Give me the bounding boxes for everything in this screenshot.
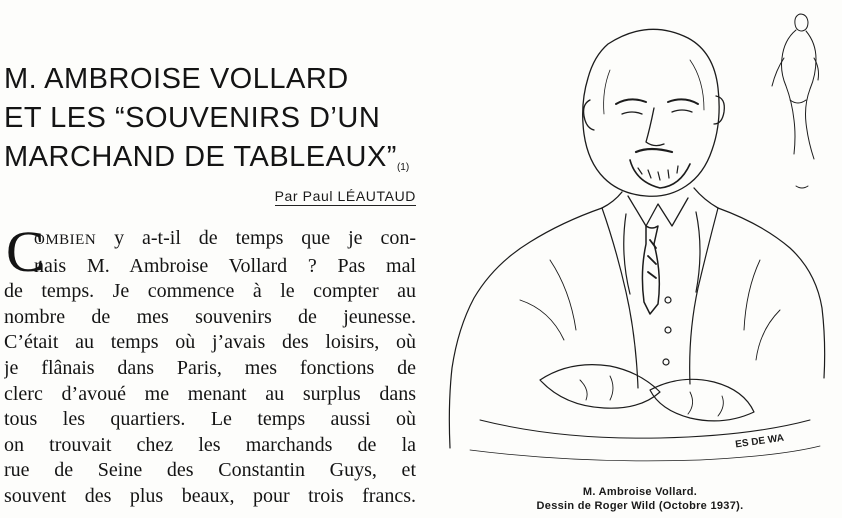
statuette-sketch	[772, 14, 819, 188]
body-line-2: nais M. Ambroise Vollard ? Pas mal	[34, 254, 416, 277]
title-line-2: ET LES “SOUVENIRS D’UN	[4, 102, 381, 134]
body-line-7: clerc d’avoué me menant au surplus dans	[4, 382, 416, 405]
byline: Par Paul LÉAUTAUD	[274, 188, 416, 204]
body-line-9: on trouvait chez les marchands de la	[4, 433, 416, 456]
body-line-3: de temps. Je commence à le compter au	[4, 280, 416, 303]
body-line-5: C’était au temps où j’avais des loisirs, où	[4, 331, 416, 354]
portrait-jacket	[449, 208, 824, 448]
body-line-1-text: y a-t-il de temps que je con-	[96, 227, 416, 249]
figure-caption	[462, 485, 818, 513]
body-line-6: je flânais dans Paris, mes fonctions de	[4, 356, 416, 379]
title-line-1: M. AMBROISE VOLLARD	[4, 63, 349, 95]
title-line-3	[4, 138, 416, 183]
caption-line-1: M. Ambroise Vollard.	[582, 486, 698, 498]
title-line-3-text: MARCHAND DE TABLEAUX”	[4, 141, 397, 173]
portrait-hands	[470, 365, 820, 461]
body-line-11: souvent des plus beaux, pour trois francs.	[4, 484, 416, 507]
article-body	[4, 219, 416, 510]
first-word-smallcaps: OMBIEN	[34, 232, 97, 248]
title-footnote-marker: (1)	[396, 162, 410, 173]
caption-line-2: Dessin de Roger Wild (Octobre 1937).	[536, 500, 744, 512]
body-line-1	[4, 226, 416, 254]
portrait-head	[583, 29, 725, 196]
drop-cap: C	[6, 219, 45, 284]
body-line-8: tous les quartiers. Le temps aussi où	[4, 408, 416, 431]
article-title	[4, 60, 416, 183]
body-line-10: rue de Seine des Constantin Guys, et	[4, 459, 416, 482]
artist-signature: ES DE WA	[734, 432, 785, 451]
portrait-drawing	[440, 0, 842, 480]
body-line-4: nombre de mes souvenirs de jeunesse.	[4, 305, 416, 328]
